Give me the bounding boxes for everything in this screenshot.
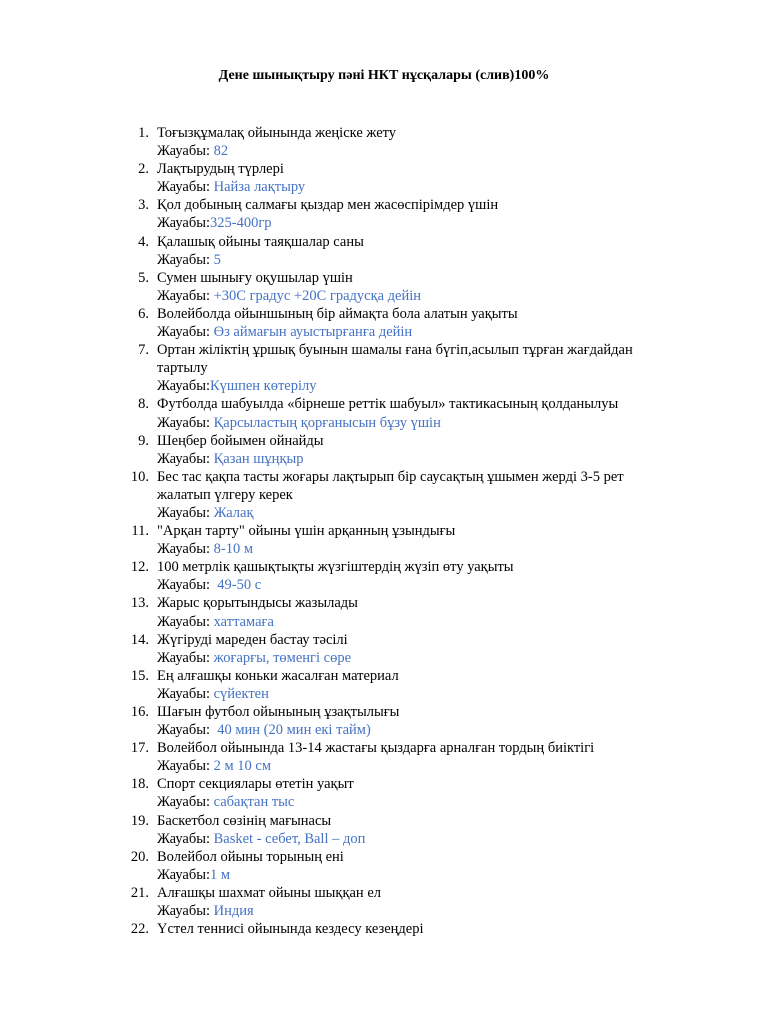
answer-value: 2 м 10 см xyxy=(213,758,272,775)
list-item xyxy=(0,848,768,884)
answer-line xyxy=(157,504,667,522)
item-number: 2. xyxy=(138,161,149,178)
answer-value: Найза лақтыру xyxy=(213,179,306,196)
item-body xyxy=(157,848,667,884)
answer-label: Жауабы: xyxy=(157,649,210,666)
item-number: 21. xyxy=(130,884,149,901)
item-body xyxy=(157,920,667,938)
item-number: 7. xyxy=(138,342,149,359)
item-number: 22. xyxy=(130,921,149,938)
item-number: 15. xyxy=(130,667,149,684)
item-body xyxy=(157,594,667,630)
answer-value: Күшпен көтерілу xyxy=(209,378,317,395)
answer-value: 5 xyxy=(213,251,221,268)
answer-value: жоғарғы, төменгі сөре xyxy=(213,649,352,666)
item-body xyxy=(157,432,667,468)
item-number: 10. xyxy=(130,468,149,485)
item-body xyxy=(157,468,667,522)
list-item xyxy=(0,631,768,667)
item-number: 19. xyxy=(130,812,149,829)
answer-label: Жауабы: xyxy=(157,613,210,630)
question-text: Шағын футбол ойынының ұзақтылығы xyxy=(157,704,400,720)
question-text: Ең алғашқы коньки жасалған материал xyxy=(157,667,399,684)
item-body xyxy=(157,269,667,305)
question-text: Сумен шынығу оқушылар үшін xyxy=(157,269,353,286)
answer-label: Жауабы: xyxy=(157,143,210,160)
answer-label: Жауабы: xyxy=(157,685,210,702)
item-number: 1. xyxy=(138,125,149,141)
answer-value: 8-10 м xyxy=(213,541,253,558)
list-item xyxy=(0,667,768,703)
question-text: Қол добының салмағы қыздар мен жасөспірімдер үшін xyxy=(157,197,499,214)
question-text: 100 метрлік қашықтықты жүзгіштердің жүзіп өту уақыты xyxy=(157,559,514,576)
answer-label: Жауабы: xyxy=(157,866,210,883)
question-text: Шеңбер бойымен ойнайды xyxy=(157,432,324,449)
list-item xyxy=(0,432,768,468)
answer-label: Жауабы: xyxy=(157,541,210,558)
answer-label: Жауабы: xyxy=(157,450,210,467)
question-text: Бес тас қақпа тасты жоғары лақтырып бір саусақтың ұшымен жерді 3-5 рет жалатып үлгеру керек xyxy=(157,468,624,503)
item-number: 5. xyxy=(138,269,149,286)
question-text: Жүгіруді мареден бастау тәсілі xyxy=(157,631,348,648)
answer-label: Жауабы: xyxy=(157,414,210,431)
list-item xyxy=(0,124,768,160)
answer-value: сүйектен xyxy=(213,685,269,702)
list-item xyxy=(0,703,768,739)
answer-label: Жауабы: xyxy=(157,179,210,196)
list-item xyxy=(0,884,768,920)
answer-line xyxy=(157,178,667,196)
question-text: Тоғызқұмалақ ойынында жеңіске жету xyxy=(157,125,397,141)
item-body xyxy=(157,558,667,594)
item-body xyxy=(157,812,667,848)
answer-line xyxy=(157,540,667,558)
list-item xyxy=(0,233,768,269)
item-number: 9. xyxy=(138,432,149,449)
question-answer-list xyxy=(0,124,768,938)
answer-value: Өз аймағын ауыстырғанға дейін xyxy=(213,324,413,341)
answer-line xyxy=(157,414,667,432)
question-text: Қалашық ойыны таяқшалар саны xyxy=(157,233,364,250)
answer-value: Жалақ xyxy=(213,504,254,521)
answer-line xyxy=(157,613,667,631)
answer-line xyxy=(157,866,667,884)
item-number: 11. xyxy=(131,523,149,540)
list-item xyxy=(0,558,768,594)
answer-label: Жауабы: xyxy=(157,378,210,395)
answer-line xyxy=(157,902,667,920)
list-item xyxy=(0,522,768,558)
item-number: 13. xyxy=(130,595,149,612)
list-item xyxy=(0,739,768,775)
question-text: "Арқан тарту" ойыны үшін арқанның ұзындығы xyxy=(157,523,456,540)
answer-value: 1 м xyxy=(209,866,231,883)
answer-line xyxy=(157,323,667,341)
item-body xyxy=(157,703,667,739)
item-number: 20. xyxy=(130,848,149,865)
item-number: 18. xyxy=(130,776,149,793)
answer-value: 82 xyxy=(213,143,229,160)
list-item xyxy=(0,395,768,431)
answer-line xyxy=(157,142,667,160)
answer-value: 325-400гр xyxy=(209,215,272,232)
answer-line xyxy=(157,830,667,848)
item-body xyxy=(157,884,667,920)
answer-value: хаттамаға xyxy=(213,613,274,630)
item-body xyxy=(157,395,667,431)
answer-value: Индия xyxy=(213,903,254,920)
answer-label: Жауабы: xyxy=(157,251,210,268)
answer-label: Жауабы: xyxy=(157,215,210,232)
list-item xyxy=(0,160,768,196)
answer-value: +30С градус +20С градусқа дейін xyxy=(213,287,422,304)
question-text: Жарыс қорытындысы жазылады xyxy=(157,595,358,612)
answer-value: сабақтан тыс xyxy=(213,794,295,811)
item-body xyxy=(157,739,667,775)
answer-label: Жауабы: xyxy=(157,577,210,594)
item-body xyxy=(157,522,667,558)
answer-label: Жауабы: xyxy=(157,722,210,739)
answer-label: Жауабы: xyxy=(157,830,210,847)
list-item xyxy=(0,775,768,811)
list-item xyxy=(0,812,768,848)
item-body xyxy=(157,233,667,269)
item-body xyxy=(157,160,667,196)
answer-label: Жауабы: xyxy=(157,287,210,304)
question-text: Ортан жіліктің ұршық буынын шамалы ғана бүгіп,асылып тұрған жағдайдан тартылу xyxy=(157,342,633,377)
answer-line xyxy=(157,214,667,232)
list-item xyxy=(0,594,768,630)
answer-line xyxy=(157,649,667,667)
answer-label: Жауабы: xyxy=(157,903,210,920)
item-body xyxy=(157,631,667,667)
item-number: 16. xyxy=(130,704,149,720)
answer-line xyxy=(157,685,667,703)
item-body xyxy=(157,196,667,232)
item-number: 17. xyxy=(130,740,149,757)
question-text: Волейболда ойыншының бір аймақта бола алатын уақыты xyxy=(157,305,518,322)
item-body xyxy=(157,305,667,341)
item-body xyxy=(157,667,667,703)
question-text: Волейбол ойынында 13-14 жастағы қыздарға арналған тордың биіктігі xyxy=(157,740,595,757)
answer-line xyxy=(157,377,667,395)
answer-line xyxy=(157,576,667,594)
answer-line xyxy=(157,721,667,739)
item-number: 3. xyxy=(138,197,149,214)
answer-value: Қарсыластың қорғанысын бұзу үшін xyxy=(213,414,441,431)
answer-line xyxy=(157,450,667,468)
answer-line xyxy=(157,251,667,269)
list-item xyxy=(0,341,768,395)
list-item xyxy=(0,305,768,341)
answer-label: Жауабы: xyxy=(157,794,210,811)
item-number: 14. xyxy=(130,631,149,648)
list-item xyxy=(0,468,768,522)
document-title: Дене шынықтыру пәні НКТ нұсқалары (слив)100% xyxy=(218,68,550,83)
item-body xyxy=(157,775,667,811)
answer-label: Жауабы: xyxy=(157,324,210,341)
list-item xyxy=(0,269,768,305)
item-number: 8. xyxy=(138,396,149,413)
answer-line xyxy=(157,757,667,775)
question-text: Лақтырудың түрлері xyxy=(157,161,284,178)
item-number: 4. xyxy=(138,233,149,250)
answer-value: Basket - себет, Ball – доп xyxy=(213,830,366,847)
answer-label: Жауабы: xyxy=(157,504,210,521)
answer-value: 40 мин (20 мин екі тайм) xyxy=(217,722,371,739)
question-text: Алғашқы шахмат ойыны шыққан ел xyxy=(157,884,381,901)
answer-value: 49-50 с xyxy=(217,577,262,594)
question-text: Спорт секциялары өтетін уақыт xyxy=(157,776,354,793)
item-body xyxy=(157,124,667,160)
item-body xyxy=(157,341,667,395)
question-text: Баскетбол сөзінің мағынасы xyxy=(157,812,332,829)
question-text: Волейбол ойыны торының ені xyxy=(157,848,344,865)
question-text: Футболда шабуылда «бірнеше реттік шабуыл» тактикасының қолданылуы xyxy=(157,396,619,413)
answer-line xyxy=(157,793,667,811)
list-item xyxy=(0,196,768,232)
answer-value: Қазан шұңқыр xyxy=(213,450,304,467)
list-item xyxy=(0,920,768,938)
answer-label: Жауабы: xyxy=(157,758,210,775)
question-text: Үстел теннисі ойынында кездесу кезеңдері xyxy=(157,921,424,938)
item-number: 12. xyxy=(130,559,149,576)
answer-line xyxy=(157,287,667,305)
item-number: 6. xyxy=(138,305,149,322)
